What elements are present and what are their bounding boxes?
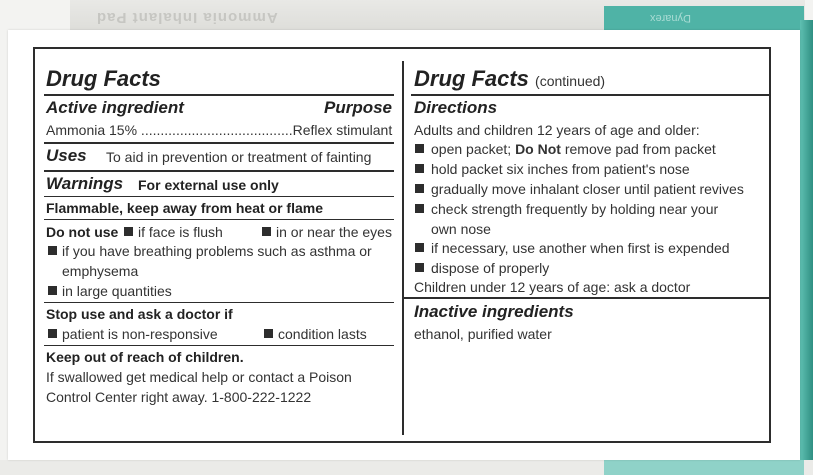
rule (44, 94, 394, 96)
right-title-text: Drug Facts (414, 66, 529, 91)
stop-use-heading: Stop use and ask a doctor if (46, 306, 233, 322)
flammable-warning: Flammable, keep away from heat or flame (46, 200, 323, 216)
bullet-icon (48, 286, 57, 295)
uses-text: To aid in prevention or treatment of fainting (106, 149, 372, 165)
direction-item: if necessary, use another when first is expended (431, 240, 730, 256)
direction-item (431, 141, 716, 157)
bullet-icon (415, 263, 424, 272)
bullet-icon (48, 246, 57, 255)
do-not-use-item-cont: emphysema (62, 263, 139, 279)
rule (44, 170, 394, 172)
stop-use-item: condition lasts (278, 326, 367, 342)
bullet-icon (415, 144, 424, 153)
inactive-heading: Inactive ingredients (414, 302, 574, 321)
bullet-icon (262, 227, 271, 236)
faded-brand-name: Dynarex (650, 12, 691, 24)
active-ingredient-heading: Active ingredient (46, 98, 184, 117)
column-divider (402, 61, 404, 435)
direction-item: hold packet six inches from patient's nose (431, 161, 690, 177)
box-teal-top (604, 6, 804, 32)
bullet-icon (48, 329, 57, 338)
children-under-text: Children under 12 years of age: ask a doctor (414, 279, 691, 295)
rule (404, 297, 771, 299)
rule (44, 142, 394, 144)
uses-heading: Uses (46, 146, 87, 165)
swallow-text: If swallowed get medical help or contact a Poison (46, 369, 352, 385)
faded-product-name: Ammonia Inhalant Pad (96, 9, 278, 26)
rule (44, 219, 394, 220)
active-ingredient-line: Ammonia 15% .......................................Reflex stimulant (46, 122, 393, 138)
stop-use-item: patient is non-responsive (62, 326, 218, 342)
left-title: Drug Facts (46, 66, 161, 91)
box-teal-side (800, 20, 813, 475)
swallow-text-cont: Control Center right away. 1-800-222-1222 (46, 389, 312, 405)
bullet-icon (415, 243, 424, 252)
rule (44, 196, 394, 197)
direction-item: gradually move inhalant closer until patient revives (431, 181, 744, 197)
bullet-icon (415, 184, 424, 193)
warnings-subheading: For external use only (138, 177, 279, 193)
box-teal-bottom (604, 460, 804, 475)
bullet-icon (415, 164, 424, 173)
bullet-icon (124, 227, 133, 236)
do-not-use-item: if face is flush (138, 224, 223, 240)
directions-heading: Directions (414, 98, 498, 117)
right-title-continued: (continued) (535, 73, 606, 89)
do-not-use-item: in large quantities (62, 283, 172, 299)
bullet-icon (264, 329, 273, 338)
direction-emphasis: Do Not (515, 141, 561, 157)
direction-text: remove pad from packet (560, 141, 716, 157)
rule (44, 302, 394, 303)
rule (44, 345, 394, 346)
do-not-use-item: if you have breathing problems such as asthma or (62, 243, 372, 259)
direction-text: open packet; (431, 141, 516, 157)
rule (411, 94, 771, 96)
directions-intro: Adults and children 12 years of age and older: (414, 122, 700, 138)
purpose-heading: Purpose (324, 98, 393, 117)
direction-item-cont: own nose (431, 221, 491, 237)
do-not-use-item: in or near the eyes (276, 224, 392, 240)
keep-out-heading: Keep out of reach of children. (46, 349, 244, 365)
direction-item: dispose of properly (431, 260, 550, 276)
warnings-heading: Warnings (46, 174, 124, 193)
direction-item: check strength frequently by holding near your (431, 201, 719, 217)
inactive-text: ethanol, purified water (414, 326, 552, 342)
right-title (414, 66, 605, 92)
bullet-icon (415, 204, 424, 213)
do-not-use-heading: Do not use (46, 224, 119, 240)
